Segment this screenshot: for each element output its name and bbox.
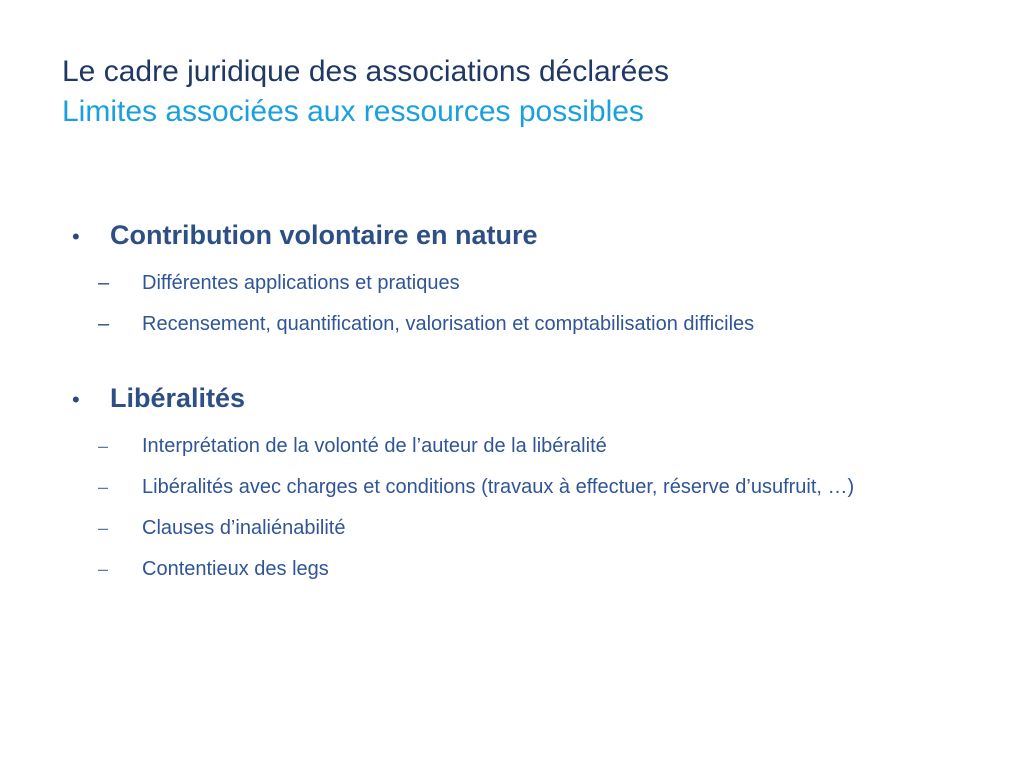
list-item-text: Interprétation de la volonté de l’auteur de la libéralité: [142, 435, 607, 457]
slide-subtitle: Limites associées aux ressources possibles: [62, 95, 644, 128]
list-item-text: Contentieux des legs: [142, 558, 329, 580]
list-item: [98, 552, 972, 586]
list-item: [98, 470, 972, 504]
dash-icon: –: [98, 272, 110, 294]
bullet-row: [72, 220, 972, 260]
list-item: [98, 511, 972, 545]
section-contribution: [72, 220, 972, 341]
list-item-text: Clauses d’inaliénabilité: [142, 517, 346, 539]
list-item: [98, 266, 972, 300]
bullet-icon: •: [72, 387, 80, 412]
section-liberalites: [72, 383, 972, 586]
sub-list: [72, 429, 972, 586]
list-item-text: Recensement, quantification, valorisation et comptabilisation difficiles: [142, 313, 755, 335]
section-heading: Libéralités: [110, 383, 246, 413]
title-block: [62, 52, 669, 132]
list-item: [98, 307, 972, 341]
list-item-text: Différentes applications et pratiques: [142, 272, 460, 294]
slide-title: Le cadre juridique des associations déclarées: [62, 55, 670, 88]
dash-icon: –: [98, 313, 110, 335]
list-item-text: Libéralités avec charges et conditions (travaux à effectuer, réserve d’usufruit, …): [142, 476, 855, 498]
dash-icon: –: [98, 518, 109, 538]
dash-icon: –: [98, 477, 109, 497]
bullet-icon: •: [72, 224, 80, 249]
list-item: [98, 429, 972, 463]
dash-icon: –: [98, 436, 109, 456]
content-area: [72, 220, 972, 593]
sub-list: [72, 266, 972, 341]
bullet-row: [72, 383, 972, 423]
section-heading: Contribution volontaire en nature: [110, 220, 538, 250]
dash-icon: –: [98, 559, 109, 579]
